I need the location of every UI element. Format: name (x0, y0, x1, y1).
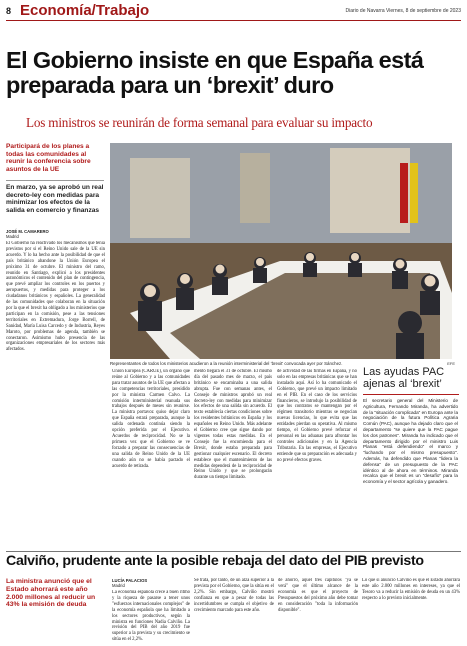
bottom-byline-author: LUCÍA PALACIOS (112, 578, 148, 583)
article-column-3: mento llegará el 31 de octubre. El mismo día del pasado mes de marzo, el país británico se encaminaba a una salida abrupta. Fue con semanas antes, el Consejo de ministros aprobó un real decreto-ley con medidas para minimizar los efectos de una salida sin acuerdo. El texto establecía ciertas condiciones sobre los residentes británicos en España y los españoles en Reino Unido. Más adelante el Gobierno cree que sigue dando por vigentes todas estas medidas. En el Consejo fue la encomienda para el Brexit, donde estaba preparada para gestionar cualquier escenario. El decreto establece que el mantenimiento de las medidas dependerá de la reciprocidad de Reino Unido y que se prolongarán durante un tiempo limitado. (194, 369, 272, 481)
meeting-photo-illustration (110, 143, 452, 359)
photo-credit: EFE (447, 361, 455, 366)
article-column-1: El Gobierno ha reactivado los mecanismos que tenía previstos por si el Reino Unido sale de la UE sin acuerdo. Y lo ha hecho ante la posibilidad de que el país británico abandone la Unión Europea el próximo 31 de octubre. El ministro del ramo, reunido en Santiago, explicó a los presidentes autonómicos el contenido del plan de contingencia, que prevé ampliar los controles en los puertos y aeropuertos, y medidas para proteger a los ciudadanos británicos y españoles. La generalidad de las comunidades que colaboran en la situación por la que el brexit ha obligado a los ministerios que participan en la comisión, pese a las tensiones territoriales en Extremadura, Jorge Borrell, de Sanidad, María Luisa Carcedo y de Industria, Reyes Maroto, por problemas de agenda, también se conectaron. Asimismo hubo presencia de las organizaciones empresariales de los sectores más afectados. (6, 241, 105, 353)
header-rule (6, 20, 461, 21)
bottom-column-3: de ahorro, aquel tres capítulos "ya se verá" que el último alcance de la economía es que el proyecto de Presupuestos del próximo año debe tomar en consideración "toda la información disponible". (278, 578, 358, 613)
kicker-divider (6, 180, 104, 181)
bottom-headline: Calviño, prudente ante la posible rebaja del dato del PIB previsto (6, 553, 424, 569)
subheadline: Los ministros se reunirán de forma semanal para evaluar su impacto (26, 115, 373, 130)
kicker-second: En marzo, ya se aprobó un real decreto-ley con medidas para minimizar los efectos de la salida en comercio y finanzas (6, 184, 104, 214)
byline-place: Madrid (6, 234, 19, 239)
bottom-byline-place: Madrid (112, 583, 125, 588)
article-column-4: de actividad de las firmas en España, y no solo en las empresas británicas que se han instalado aquí. Así lo ha comunicado el Gobierno, que prevé un impacto limitado en el PIB. En el caso de los servicios financieros, se introdujo la posibilidad de que los contratos se mantengan por el régimen transitorio mientras se negocian nuevas licencias, lo que evita que las entidades pierdan su operativa. Al mismo tiempo, el Gobierno prevé reforzar el personal en las aduanas para afrontar los controles adicionales y en la Agencia Tributaria. En las empresas, el Ejecutivo entiende que su preparación es adecuada y no prevé efectos graves. (277, 369, 357, 463)
page-number: 8 (6, 6, 12, 16)
bottom-kicker: La ministra anunció que el Estado ahorrará este año 2.000 millones al reducir un 43% la emisión de deuda (6, 578, 96, 609)
bottom-column-4: Lo que sí anunció Calviño es que el Estado ahorrará este año 2.000 millones en intereses, ya que el Tesoro va a reducir la emisión de deuda en un 43% respecto a lo previsto inicialmente. (362, 578, 460, 601)
sidebar-rule (363, 394, 459, 395)
article-column-2: Unión Europea (CARUE), un órgano que reúne al Gobierno y a las comunidades para tratar asuntos de la UE que afectan a las competencias territoriales, presidido por la ministra Carmen Calvo. La comisión interministerial reanuda sus trabajos después de meses sin reunirse. La ministra portavoz quiso dejar claro que España estará preparada, aunque la salida ordenada continúa siendo la opción preferida por el Ejecutivo. Acuerdos de reciprocidad. No se la primera vez que el Gobierno se ve forzado a preparar las consecuencias de una salida de Reino Unido de la UE cuando aún no se había pactado el acuerdo de retirada. (112, 369, 190, 469)
meeting-photo (110, 143, 452, 359)
byline-author: JOSÉ M. CAMARERO (6, 229, 49, 234)
publication-info: Diario de Navarra Viernes, 8 de septiembre de 2023 (345, 8, 461, 14)
section-title: Economía/Trabajo (20, 2, 150, 19)
bottom-column-1: La economía española crece a buen ritmo y la riqueza de pasarse a tener unos "esfuerzos internacionales complejos" de la economía española que ha limitado a los sectores productivos, según la ministra en funciones Nadia Calviño. La revisión del PIB del año 2019 fue superior a la prevista y su crecimiento se sitúa en el 2,2%. (112, 590, 190, 643)
photo-caption: Representantes de todos los ministerios acudieron a la reunión interministerial del ‘brexit’ convocada ayer por Sánchez. (110, 361, 343, 366)
bottom-rule (6, 551, 461, 552)
headline: El Gobierno insiste en que España está preparada para un ‘brexit’ duro (6, 47, 424, 98)
bottom-column-2: Se trata, por tanto, de un alza superior a la prevista por el Gobierno, que la sitúa en el 2,2%. Sin embargo, Calviño mostró confianza en que a pesar de todas las incertidumbres se cumpla el objetivo de crecimiento marcado para este año. (194, 578, 274, 613)
sidebar-body: El secretario general del Ministerio de Agricultura, Fernando Miranda, ha advertido de la "situación complicada" en Europa ante la negociación de la futura Política Agraria Común (PAC), aunque ha dejado claro que el departamento "se quiere que la PAC pague los dos patrones". Miranda ha indicado que el departamento dirigido por el ministro Luis Planas "está defendiendo" el marco y "luchando por el mismo presupuesto". Además, ha defendido que Planas "lidera la defensa" de un presupuesto de la PAC idéntico al de ahora en términos. Miranda recalca que el brexit es un "desafío" para la economía y el sector agrícola y ganadero. (363, 398, 458, 485)
kicker-first: Participará de los planes a todas las comunidades al reunir la conferencia sobre asuntos de la UE (6, 143, 91, 173)
sidebar-title: Las ayudas PAC ajenas al ‘brexit’ (363, 366, 445, 390)
